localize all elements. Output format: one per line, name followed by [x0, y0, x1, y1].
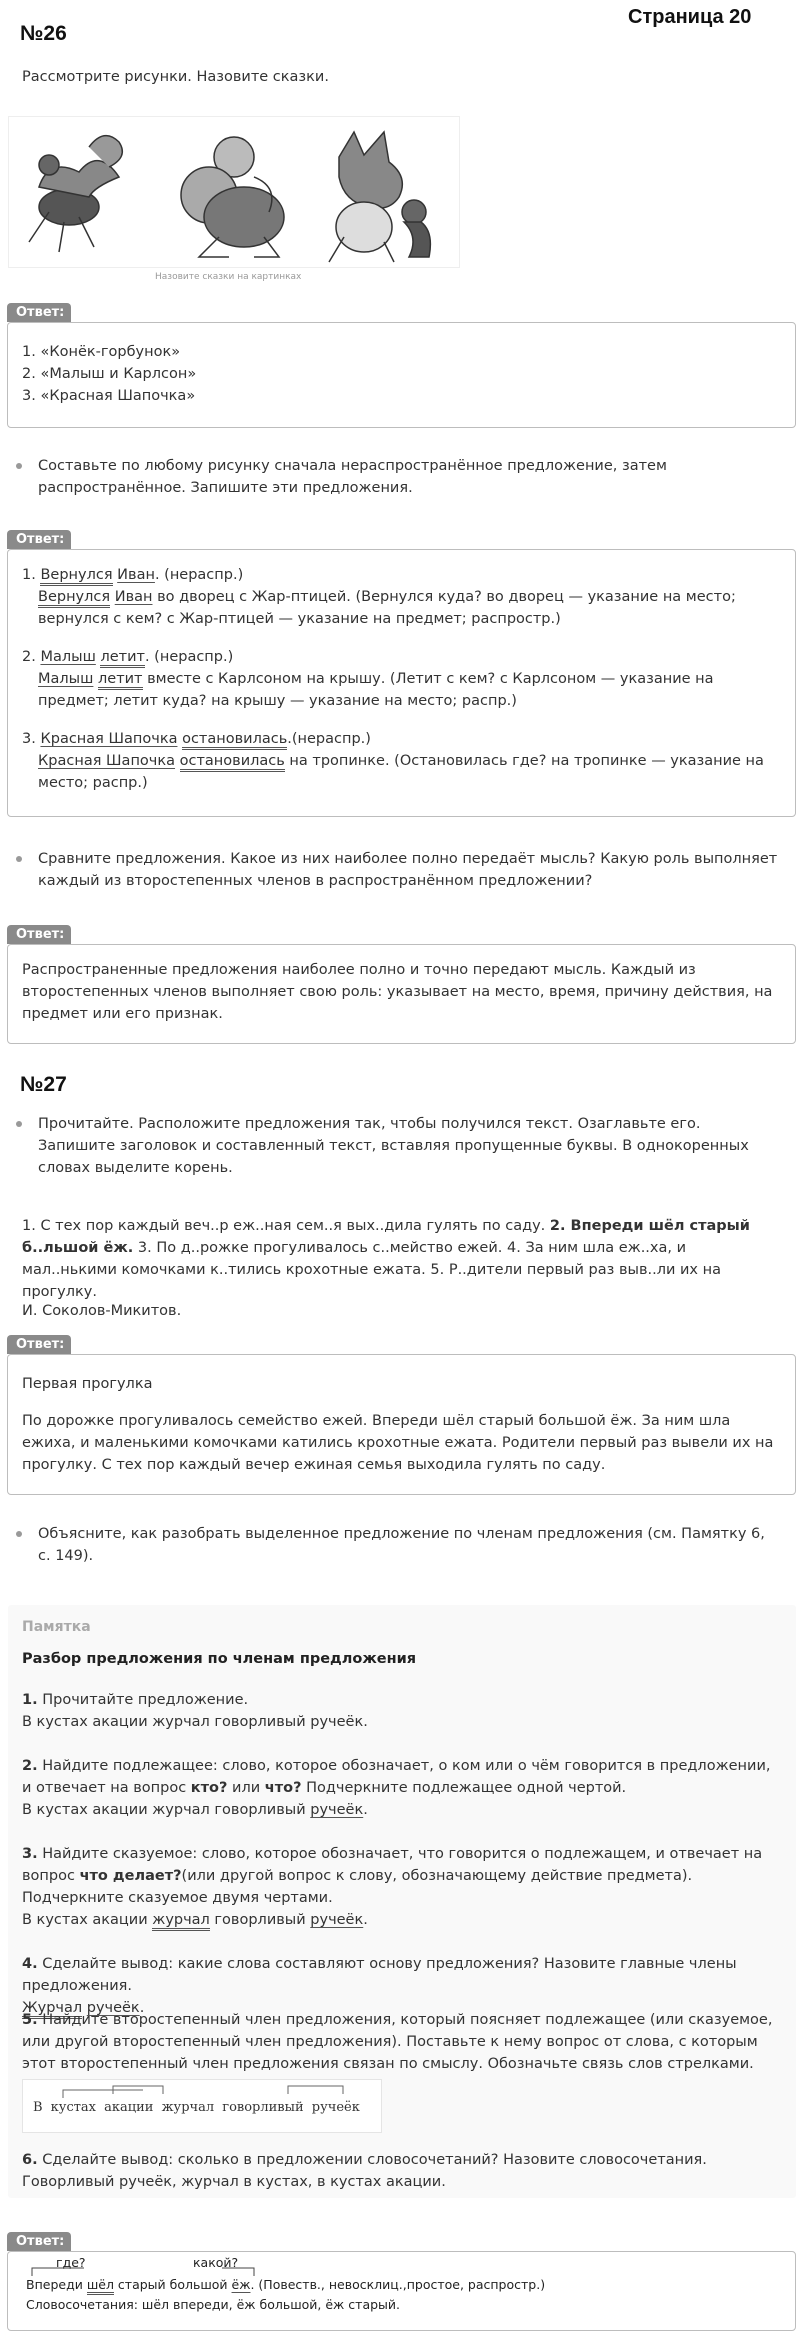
- memo-step-5: 5. Найдите второстепенный член предложения, который поясняет подлежащее (или сказуемое, или другой второстепенный член предложения). Поставьте к нему вопрос от слова, с которым этот второстепенный член предложения связан по смыслу. Обозначьте связь слов стрелками.: [22, 2012, 773, 2072]
- answer-text: Распространенные предложения наиболее полно и точно передают мысль. Каждый из второстепенных членов выполняет свою роль: указывает на место, время, причину действия, на предмет или его признак.: [22, 962, 773, 1022]
- predicate: Вернулся: [38, 589, 110, 608]
- memo-step-6: 6. Сделайте вывод: сколько в предложении словосочетаний? Назовите словосочетания. Говорливый ручеёк, журчал в кустах, в кустах акации.: [22, 2152, 707, 2190]
- memo-title: Памятка: [22, 1619, 91, 1635]
- task-26-question-1: Рассмотрите рисунки. Назовите сказки.: [22, 69, 329, 85]
- malysh-karlson-image: [181, 137, 284, 257]
- sentence-schema: [22, 2079, 382, 2133]
- task-27-question-2: Объясните, как разобрать выделенное предложение по членам предложения (см. Памятку 6, с. 149).: [38, 1523, 778, 1567]
- answer-box-3: [7, 944, 796, 1044]
- page-number: Страница 20: [628, 6, 752, 28]
- sentence-2: 2. Малыш летит. (нераспр.): [22, 646, 781, 668]
- answer-label: Ответ:: [7, 1335, 71, 1354]
- task-26-number: №26: [20, 22, 67, 45]
- answer-item: 1. «Конёк-горбунок»: [22, 344, 181, 360]
- illustration-svg: [9, 117, 459, 267]
- memo-step-3: 3. Найдите сказуемое: слово, которое обозначает, что говорится о подлежащем, и отвечает на вопрос что делает?(или другой вопрос к слову, обозначающему действие предмета). Подчеркните сказуемое двумя чертами. В кустах акации журчал говорливый ручеёк.: [22, 1843, 782, 1931]
- question-kakoy: какой?: [193, 2255, 239, 2270]
- task-27-source-text: 1. С тех пор каждый веч..р еж..ная сем..я вых..дила гулять по саду. 2. Впереди шёл старый б..льшой ёж. 3. По д..рожке прогуливалось с..мейство ежей. 4. За ним шла еж..ха, и мал..нькими комочками к..тились крохотные ежата. 5. Р..дители первый раз выв..ли их на прогулку.: [22, 1218, 750, 1300]
- collocations: Словосочетания: шёл впереди, ёж большой, ёж старый.: [26, 2297, 401, 2312]
- question-where: где?: [56, 2255, 86, 2270]
- sentence-1: 1. Вернулся Иван. (нераспр.): [22, 564, 781, 586]
- highlighted-sentence: 2. Впереди шёл старый б..льшой ёж.: [22, 1218, 750, 1256]
- predicate: летит: [100, 649, 145, 668]
- task-26-question-3: Сравните предложения. Какое из них наиболее полно передаёт мысль? Какую роль выполняет каждый из второстепенных членов в распространённом предложении?: [38, 848, 778, 892]
- subject: Красная Шапочка: [40, 731, 178, 747]
- subject: Красная Шапочка: [38, 753, 176, 769]
- sentence-3: 3. Красная Шапочка остановилась.(нераспр.): [22, 728, 781, 750]
- answer-text: По дорожке прогуливалось семейство ежей. Впереди шёл старый большой ёж. За ним шла ежиха, и маленькими комочками катились крохотные ежата. Родители первый раз вывели их на прогулку. С тех пор каждый вечер ежиная семья выходила гулять по саду.: [22, 1413, 774, 1473]
- subject: Малыш: [38, 671, 94, 687]
- answer-box-1: [7, 322, 796, 428]
- answer-box-5: [7, 2251, 796, 2331]
- answer-label: Ответ:: [7, 530, 71, 549]
- parsed-sentence: Впереди шёл старый большой ёж. (Повеств., невосклиц.,простое, распростр.): [26, 2276, 545, 2294]
- answer-title: Первая прогулка: [22, 1376, 153, 1392]
- sentence-3-extended: Красная Шапочка остановилась на тропинке. (Остановилась где? на тропинке — указание на место; распр.): [38, 753, 764, 791]
- answer-item: 3. «Красная Шапочка»: [22, 388, 196, 404]
- answer-box-4: [7, 1354, 796, 1495]
- predicate: остановилась: [182, 731, 287, 750]
- answer-item: 2. «Малыш и Карлсон»: [22, 366, 197, 382]
- fairy-tale-illustrations: [8, 116, 460, 268]
- sentence-1-extended: Вернулся Иван во дворец с Жар-птицей. (Вернулся куда? во дворец — указание на место; вернулся с кем? с Жар-птицей — указание на предмет; распростр.): [38, 589, 736, 627]
- predicate: Вернулся: [40, 567, 112, 586]
- subject: Малыш: [40, 649, 96, 665]
- answer-label: Ответ:: [7, 925, 71, 944]
- firebird-horse-image: [29, 136, 122, 252]
- answer-label: Ответ:: [7, 303, 71, 322]
- schema-sentence: В кустах акации журчал говорливый ручеёк: [33, 2100, 360, 2115]
- memo-step-4: 4. Сделайте вывод: какие слова составляют основу предложения? Назовите главные члены предложения. Журчал ручеёк.: [22, 1953, 782, 2019]
- answer-label: Ответ:: [7, 2232, 71, 2251]
- memo-panel: [8, 1605, 796, 2198]
- task-27-number: №27: [20, 1073, 67, 1096]
- task-27-question-1: Прочитайте. Расположите предложения так, чтобы получился текст. Озаглавьте его. Запишите заголовок и составленный текст, вставляя пропущенные буквы. В однокоренных словах выделите корень.: [38, 1113, 758, 1179]
- subject: Иван: [117, 567, 155, 583]
- predicate: летит: [98, 671, 143, 690]
- sentence-2-extended: Малыш летит вместе с Карлсоном на крышу. (Летит с кем? с Карлсоном — указание на предмет; летит куда? на крышу — указание на место; распр.): [38, 671, 714, 709]
- memo-step-2: 2. Найдите подлежащее: слово, которое обозначает, о ком или о чём говорится в предложении, и отвечает на вопрос кто? или что? Подчеркните подлежащее одной чертой. В кустах акации журчал говорливый ручеёк.: [22, 1758, 771, 1818]
- answer-box-2: [7, 549, 796, 817]
- wolf-red-riding-hood-image: [329, 132, 430, 262]
- subject: Иван: [114, 589, 153, 605]
- illustration-caption: Назовите сказки на картинках: [155, 272, 302, 282]
- task-27-author: И. Соколов-Микитов.: [22, 1303, 182, 1319]
- memo-subtitle: Разбор предложения по членам предложения: [22, 1651, 417, 1667]
- memo-step-1: 1. Прочитайте предложение. В кустах акации журчал говорливый ручеёк.: [22, 1692, 368, 1730]
- predicate: остановилась: [180, 753, 285, 772]
- task-26-question-2: Составьте по любому рисунку сначала нераспространённое предложение, затем распространённое. Запишите эти предложения.: [38, 455, 778, 499]
